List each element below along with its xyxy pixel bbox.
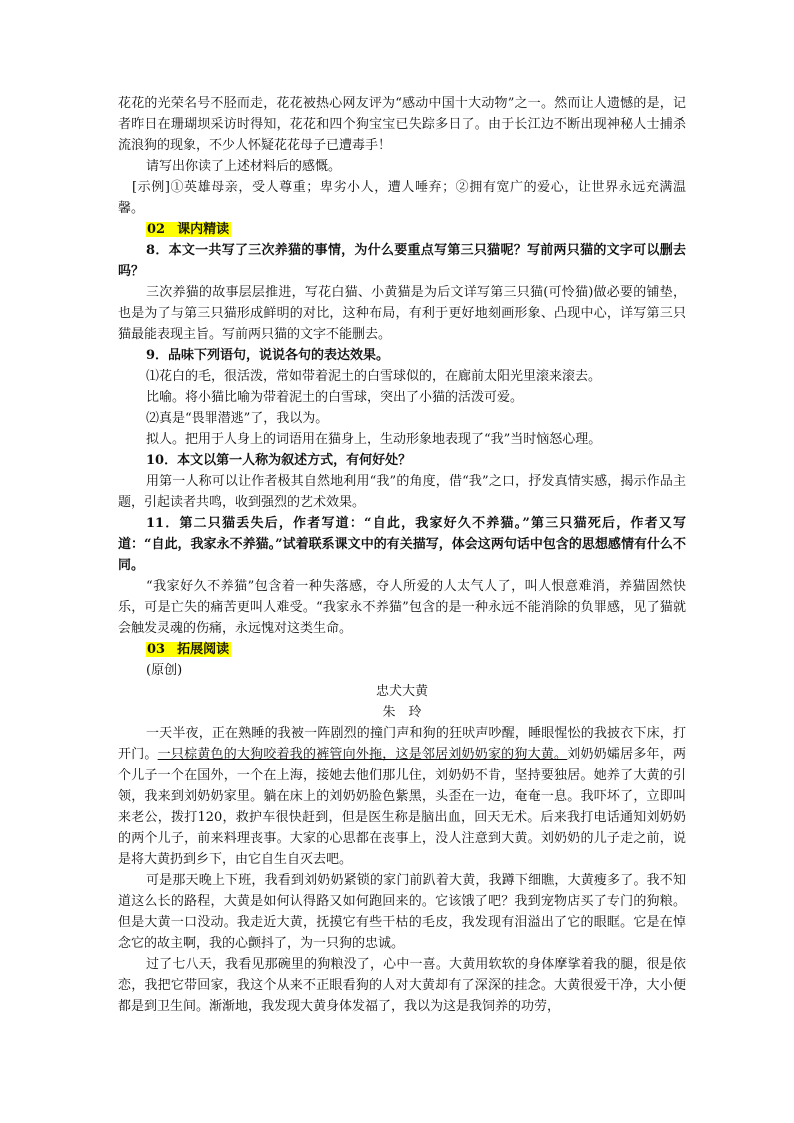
q10-question	[118, 450, 686, 471]
q11-question	[118, 513, 686, 576]
reading-paragraph-3: 过了七八天，我看见那碗里的狗粮没了，心中一喜。大黄用软软的身体摩挲着我的腿，很是依恋，我把它带回家，我这个从来不正眼看狗的人对大黄却有了深深的挂念。大黄很爱干净，大小便都是到卫生间。渐渐地，我发现大黄身体发福了，我以为这是我饲养的功劳，	[118, 957, 686, 1014]
section-2-number: 02	[147, 222, 166, 237]
q8-question	[118, 240, 686, 282]
q11-question-text: 11．第二只猫丢失后，作者写道：“自此，我家好久不养猫。”第三只猫死后，作者又写道：“自此，我家永不养猫。”试着联系课文中的有关描写，体会这两句话中包含的思想感情有什么不同。	[118, 516, 686, 573]
section-3-number: 03	[147, 642, 166, 657]
q8-question-text: 8．本文一共写了三次养猫的事情，为什么要重点写第三只猫呢？写前两只猫的文字可以删去吗？	[118, 243, 686, 279]
section-3-title: 拓展阅读	[177, 642, 230, 657]
section-heading-3-highlight	[146, 642, 231, 657]
reading-p1-start: 一天半夜，正在熟睡的我被一阵剧烈的撞门声和狗的狂吠声吵醒，睡眼惺忪的我披衣下床，打开门。	[118, 726, 686, 762]
q9-answer-2: 拟人。把用于人身上的词语用在猫身上，生动形象地表现了“我”当时恼怒心理。	[146, 432, 602, 447]
section-2-title: 课内精读	[177, 222, 230, 237]
section-heading-3	[118, 639, 686, 660]
q9-question-text: 9．品味下列语句，说说各句的表达效果。	[146, 348, 390, 363]
intro-prompt: 请写出你读了上述材料后的感慨。	[146, 159, 342, 174]
section-heading-2-highlight	[146, 222, 231, 237]
reading-author: 朱 玲	[382, 705, 422, 720]
intro-example: [示例]①英雄母亲，受人尊重；卑劣小人，遭人唾弃；②拥有宽广的爱心，让世界永远充满温馨。	[118, 180, 686, 216]
q8-answer: 三次养猫的故事层层推进，写花白猫、小黄猫是为后文详写第三只猫(可怜猫)做必要的铺垫，也是为了与第三只猫形成鲜明的对比，这种布局，有利于更好地刻画形象、凸现中心，详写第三只猫最能表现主旨。写前两只猫的文字不能删去。	[118, 285, 686, 342]
reading-source: (原创)	[146, 663, 183, 678]
q10-answer: 用第一人称可以让作者极其自然地利用“我”的角度，借“我”之口，抒发真情实感，揭示作品主题，引起读者共鸣，收到强烈的艺术效果。	[118, 474, 686, 510]
document-page	[118, 93, 686, 1017]
q9-sentence-2: ⑵真是“畏罪潜逃”了，我以为。	[146, 411, 329, 426]
section-heading-2	[118, 219, 686, 240]
intro-paragraph: 花花的光荣名号不胫而走，花花被热心网友评为“感动中国十大动物”之一。然而让人遗憾的是，记者昨日在珊瑚坝采访时得知，花花和四个狗宝宝已失踪多日了。由于长江边不断出现神秘人士捕杀流浪狗的现象，不少人怀疑花花母子已遭毒手！	[118, 96, 686, 153]
reading-paragraph-2: 可是那天晚上下班，我看到刘奶奶紧锁的家门前趴着大黄，我蹲下细瞧，大黄瘦多了。我不知道这么长的路程，大黄是如何认得路又如何跑回来的。它该饿了吧？我到宠物店买了专门的狗粮。但是大黄一口没动。我走近大黄，抚摸它有些干枯的毛皮，我发现有泪溢出了它的眼眶。它是在悼念它的故主啊，我的心颤抖了，为一只狗的忠诚。	[118, 873, 686, 951]
q11-answer: “我家好久不养猫”包含着一种失落感，夺人所爱的人太气人了，叫人恨意难消，养猫固然快乐，可是亡失的痛苦更叫人难受。“我家永不养猫”包含的是一种永远不能消除的负罪感，见了猫就会触发灵魂的伤痛，永远愧对这类生命。	[118, 579, 686, 636]
q9-answer-1: 比喻。将小猫比喻为带着泥土的白雪球，突出了小猫的活泼可爱。	[146, 390, 524, 405]
q9-question	[118, 345, 686, 366]
reading-paragraph-1	[118, 723, 686, 870]
reading-p1-rest: 刘奶奶孀居多年，两个儿子一个在国外，一个在上海，接她去他们那儿住，刘奶奶不肯，坚持要独居。她养了大黄的引领，我来到刘奶奶家里。躺在床上的刘奶奶脸色紫黑，头歪在一边，奄奄一息。我吓坏了，立即叫来老公，拨打120，救护车很快赶到，但是医生称是脑出血，回天无术。后来我打电话通知刘奶奶的两个儿子，前来料理丧事。大家的心思都在丧事上，没人注意到大黄。刘奶奶的儿子走之前，说是将大黄扔到乡下，由它自生自灭去吧。	[118, 747, 686, 867]
reading-title: 忠犬大黄	[375, 684, 428, 699]
q9-sentence-1: ⑴花白的毛，很活泼，常如带着泥土的白雪球似的，在廊前太阳光里滚来滚去。	[146, 369, 602, 384]
q10-question-text: 10．本文以第一人称为叙述方式，有何好处？	[146, 453, 412, 468]
reading-p1-underlined: 一只棕黄色的大狗咬着我的裤管向外拖，这是邻居刘奶奶家的狗大黄。	[157, 747, 568, 762]
